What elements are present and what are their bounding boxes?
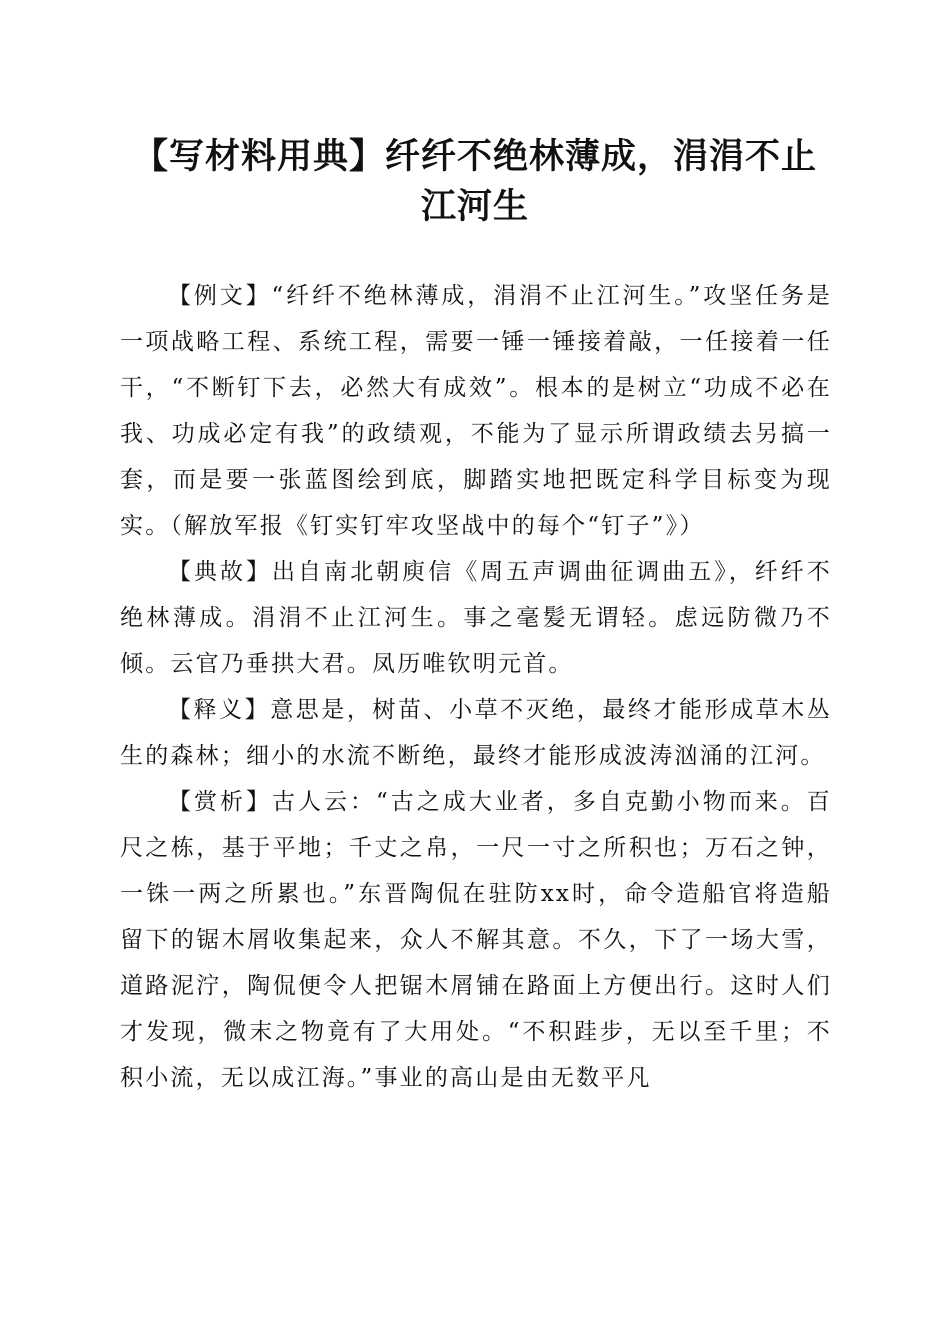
paragraph-example: 【例文】“纤纤不绝林薄成，涓涓不止江河生。”攻坚任务是一项战略工程、系统工程，需要一锤一锤接着敲，一任接着一任干，“不断钉下去，必然大有成效”。根本的是树立“功成不必在我、功成必定有我”的政绩观，不能为了显示所谓政绩去另搞一套，而是要一张蓝图绘到底，脚踏实地把既定科学目标变为现实。（解放军报《钉实钉牢攻坚战中的每个“钉子”》）: [120, 283, 832, 539]
paragraph-allusion: 【典故】出自南北朝庾信《周五声调曲征调曲五》，纤纤不绝林薄成。涓涓不止江河生。事之毫髪无谓轻。虑远防微乃不倾。云官乃垂拱大君。凤历唯钦明元首。: [120, 559, 832, 677]
paragraph-appreciation: 【赏析】古人云：“古之成大业者，多自克勤小物而来。百尺之栋，基于平地；千丈之帛，一尺一寸之所积也；万石之钟，一铢一两之所累也。”东晋陶侃在驻防xx时，命令造船官将造船留下的锯木屑收集起来，众人不解其意。不久，下了一场大雪，道路泥泞，陶侃便令人把锯木屑铺在路面上方便出行。这时人们才发现，微末之物竟有了大用处。“不积跬步，无以至千里；不积小流，无以成江海。”事业的高山是由无数平凡: [120, 789, 832, 1091]
document-title: 【写材料用典】纤纤不绝林薄成，涓涓不止江河生: [132, 136, 817, 227]
paragraph-meaning: 【释义】意思是，树苗、小草不灭绝，最终才能形成草木丛生的森林；细小的水流不断绝，最终才能形成波涛汹涌的江河。: [120, 697, 832, 769]
document-body: [120, 273, 832, 1101]
